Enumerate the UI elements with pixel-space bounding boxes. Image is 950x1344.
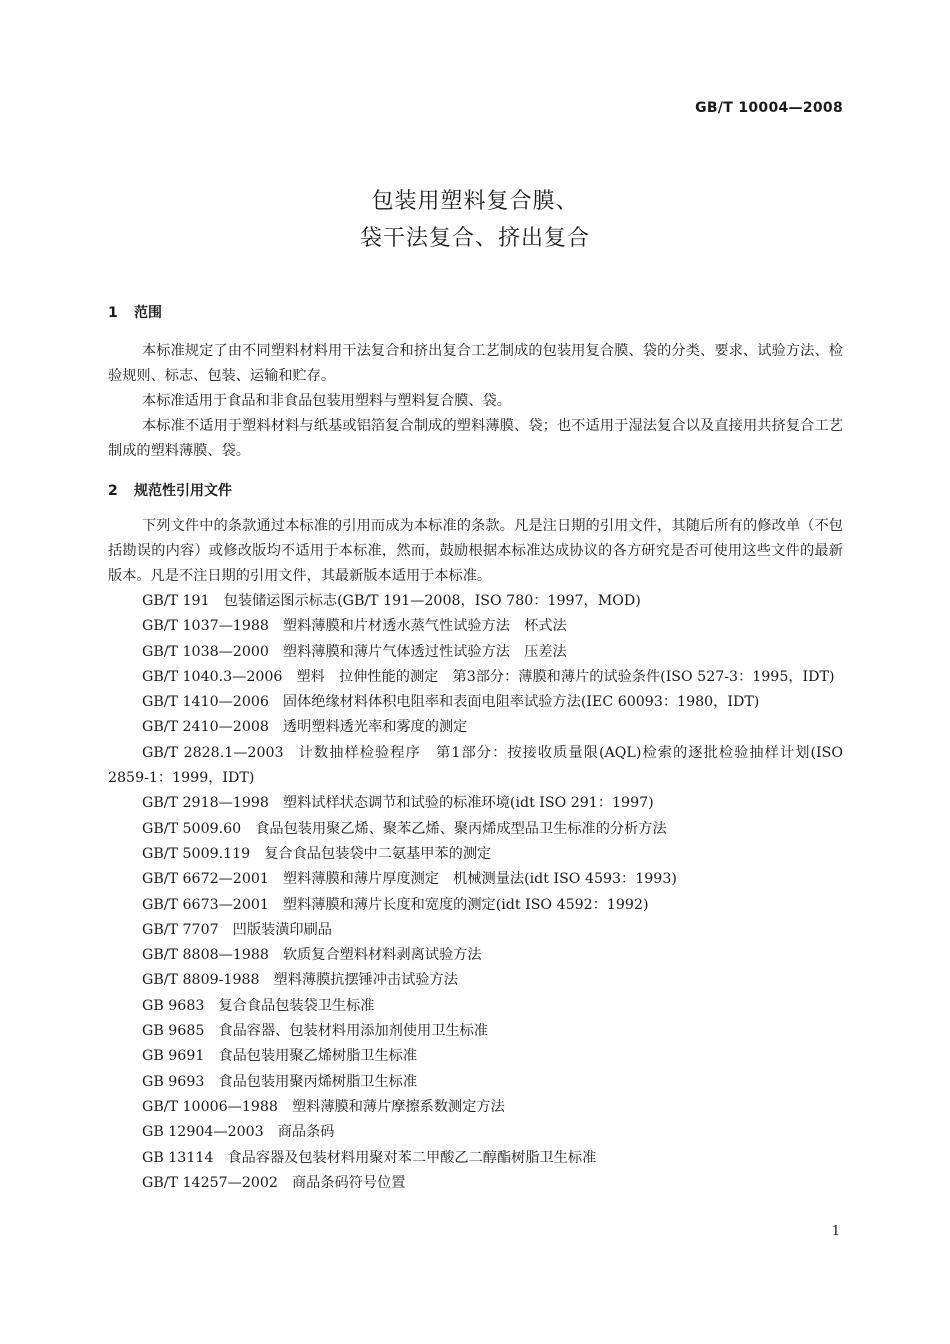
reference-item — [108, 893, 843, 918]
reference-item — [108, 918, 843, 943]
reference-title: 食品包装用聚乙烯、聚苯乙烯、聚丙烯成型品卫生标准的分析方法 — [255, 820, 667, 837]
reference-title: 包装储运图示标志(GB/T 191—2008，ISO 780：1997，MOD) — [223, 593, 641, 609]
reference-code: GB 12904—2003 — [142, 1124, 264, 1141]
reference-code: GB/T 6673—2001 — [142, 896, 269, 913]
reference-title: 复合食品包装袋中二氨基甲苯的测定 — [264, 845, 492, 862]
reference-item — [108, 867, 843, 892]
reference-code: GB/T 2410—2008 — [142, 719, 269, 736]
document-title-line-1: 包装用塑料复合膜、 — [371, 189, 579, 214]
reference-code: GB/T 1040.3—2006 — [142, 668, 283, 685]
section-2-intro — [108, 514, 843, 589]
reference-title: 复合食品包装袋卫生标准 — [218, 997, 375, 1014]
reference-title: 食品包装用聚丙烯树脂卫生标准 — [218, 1073, 418, 1090]
reference-title: 塑料 拉伸性能的测定 第3部分：薄膜和薄片的试验条件(ISO 527-3：1995，IDT) — [296, 668, 835, 685]
reference-item — [108, 665, 843, 690]
reference-code: GB 9685 — [142, 1023, 205, 1040]
section-title: 范围 — [134, 305, 162, 321]
reference-item — [108, 741, 843, 792]
paragraph: 下列文件中的条款通过本标准的引用而成为本标准的条款。凡是注日期的引用文件，其随后所有的修改单（不包括勘误的内容）或修改版均不适用于本标准，然而，鼓励根据本标准达成协议的各方研究是否可使用这些文件的最新版本。凡是不注日期的引用文件，其最新版本适用于本标准。 — [108, 518, 843, 584]
reference-title: 食品容器、包装材料用添加剂使用卫生标准 — [218, 1023, 488, 1040]
reference-code: GB 13114 — [142, 1149, 214, 1166]
reference-title: 透明塑料透光率和雾度的测定 — [282, 719, 468, 736]
reference-title: 塑料薄膜和薄片长度和宽度的测定(idt ISO 4592：1992) — [282, 896, 649, 913]
reference-title: 塑料薄膜和薄片厚度测定 机械测量法(idt ISO 4593：1993) — [282, 871, 677, 888]
reference-item — [108, 1146, 843, 1171]
reference-code: GB/T 6672—2001 — [142, 871, 269, 888]
reference-item — [108, 640, 843, 665]
paragraph: 本标准规定了由不同塑料材料用干法复合和挤出复合工艺制成的包装用复合膜、袋的分类、要求、试验方法、检验规则、标志、包装、运输和贮存。 — [108, 343, 843, 384]
section-number: 2 — [108, 483, 118, 499]
paragraph: 本标准适用于食品和非食品包装用塑料与塑料复合膜、袋。 — [142, 393, 511, 409]
reference-code: GB/T 1410—2006 — [142, 694, 269, 711]
reference-code: GB/T 1038—2000 — [142, 643, 269, 660]
section-number: 1 — [108, 305, 118, 321]
reference-code: GB/T 1037—1988 — [142, 618, 269, 635]
reference-item — [108, 968, 843, 993]
reference-item — [108, 842, 843, 867]
reference-list — [108, 589, 843, 1196]
reference-title: 食品容器及包装材料用聚对苯二甲酸乙二醇酯树脂卫生标准 — [227, 1149, 597, 1166]
reference-title: 商品条码 — [277, 1124, 335, 1141]
reference-item — [108, 1019, 843, 1044]
reference-code: GB/T 5009.60 — [142, 820, 242, 837]
reference-code: GB/T 5009.119 — [142, 845, 251, 862]
reference-code: GB/T 7707 — [142, 921, 219, 938]
section-title: 规范性引用文件 — [134, 483, 232, 499]
section-1-heading — [108, 302, 162, 322]
reference-title: 凹版装潢印刷品 — [232, 921, 332, 938]
reference-title: 塑料薄膜和薄片摩擦系数测定方法 — [291, 1098, 505, 1115]
reference-item — [108, 715, 843, 740]
reference-item — [108, 1095, 843, 1120]
reference-item — [108, 1171, 843, 1196]
page-number: 1 — [831, 1224, 840, 1239]
reference-item — [108, 943, 843, 968]
reference-title: 固体绝缘材料体积电阻率和表面电阻率试验方法(IEC 60093：1980，IDT) — [282, 694, 760, 711]
standard-code: GB/T 10004—2008 — [695, 100, 843, 116]
reference-item — [108, 817, 843, 842]
reference-title: 计数抽样检验程序 第1部分：按接收质量限(AQL)检索的逐批检验抽样计划(ISO 2859-1：1999，IDT) — [108, 744, 844, 787]
reference-item — [108, 690, 843, 715]
reference-item — [108, 1070, 843, 1095]
reference-code: GB 9683 — [142, 997, 205, 1014]
reference-code: GB 9693 — [142, 1073, 205, 1090]
document-title-line-2: 袋干法复合、挤出复合 — [359, 226, 590, 251]
reference-item — [108, 994, 843, 1019]
section-2-heading — [108, 480, 232, 500]
reference-title: 塑料薄膜和薄片气体透过性试验方法 压差法 — [282, 643, 567, 660]
reference-item — [108, 1044, 843, 1069]
section-1-body — [108, 339, 843, 464]
reference-code: GB/T 2828.1—2003 — [142, 744, 284, 761]
reference-item — [108, 791, 843, 816]
reference-code: GB 9691 — [142, 1048, 205, 1065]
reference-item — [108, 614, 843, 639]
reference-item — [108, 1120, 843, 1145]
reference-title: 食品包装用聚乙烯树脂卫生标准 — [218, 1048, 418, 1065]
reference-code: GB/T 14257—2002 — [142, 1174, 278, 1191]
reference-code: GB/T 2918—1998 — [142, 795, 269, 812]
reference-title: 塑料试样状态调节和试验的标准环境(idt ISO 291：1997) — [282, 795, 654, 812]
paragraph: 本标准不适用于塑料材料与纸基或铝箔复合制成的塑料薄膜、袋；也不适用于湿法复合以及直接用共挤复合工艺制成的塑料薄膜、袋。 — [108, 418, 843, 459]
reference-title: 商品条码符号位置 — [291, 1174, 406, 1191]
reference-item — [108, 589, 843, 614]
reference-code: GB/T 10006—1988 — [142, 1098, 278, 1115]
reference-title: 塑料薄膜和片材透水蒸气性试验方法 杯式法 — [282, 618, 567, 635]
reference-title: 软质复合塑料材料剥离试验方法 — [282, 947, 482, 964]
reference-title: 塑料薄膜抗摆锤冲击试验方法 — [273, 972, 458, 989]
reference-code: GB/T 8808—1988 — [142, 947, 269, 964]
reference-code: GB/T 191 — [142, 593, 210, 609]
reference-code: GB/T 8809-1988 — [142, 972, 260, 989]
